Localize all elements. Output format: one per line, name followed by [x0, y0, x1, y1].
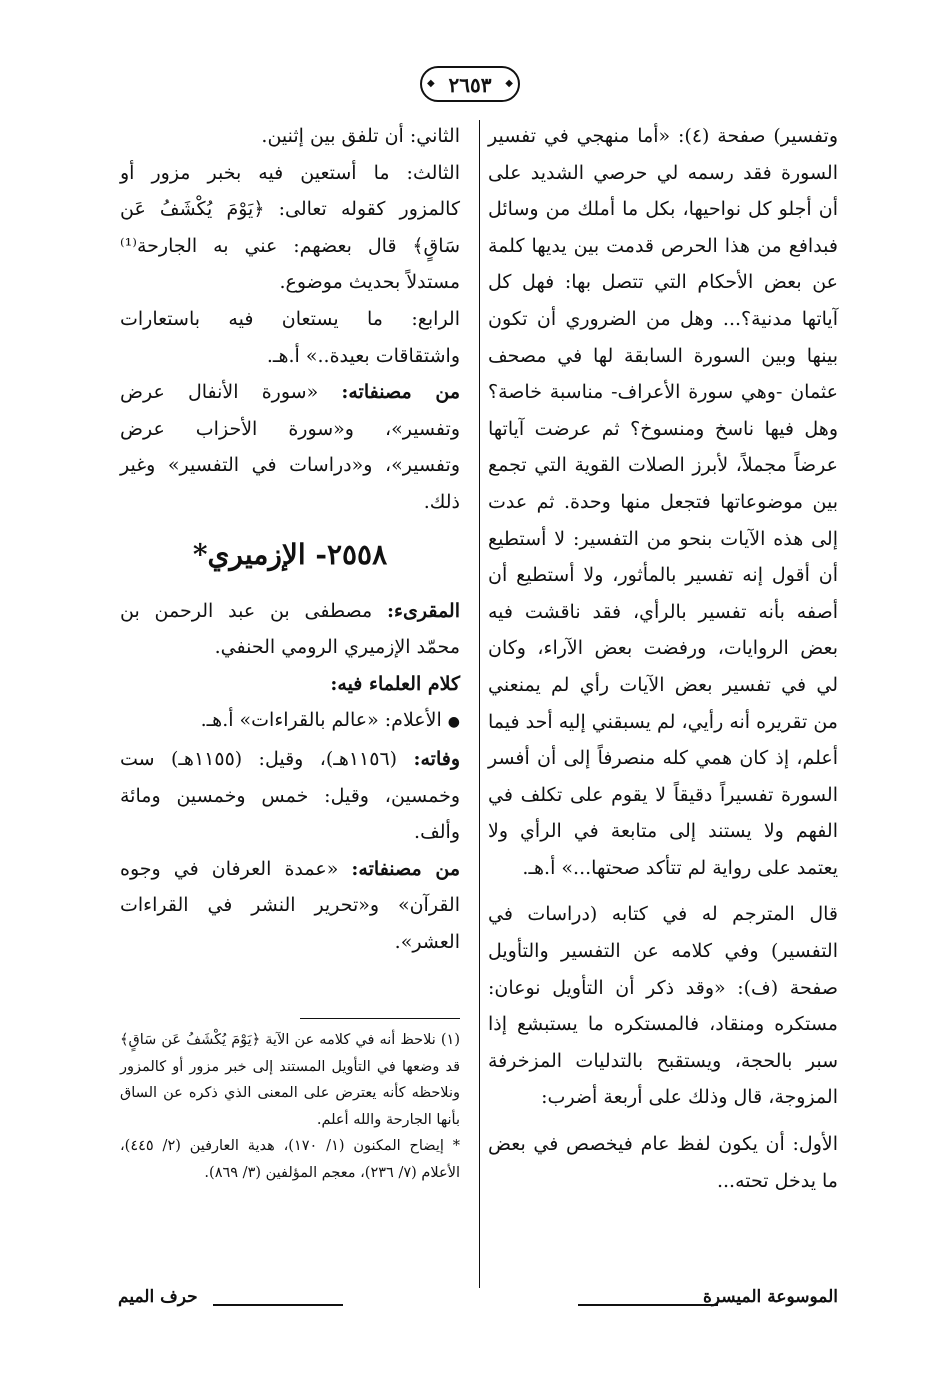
page-number: ◆ ٢٦٥٣ ◆ — [420, 66, 520, 102]
footnote-sources: * إيضاح المكنون (١/ ١٧٠)، هدية العارفين (٢/ ٤٤٥)، الأعلام (٧/ ٢٣٦)، معجم المؤلفين (٣/ ٨٦٩). — [120, 1138, 460, 1181]
reciter-text: مصطفى بن عبد الرحمن بن محمّد الإزميري الرومي الحنفي. — [120, 599, 460, 659]
column-divider — [479, 120, 480, 1288]
death-label: وفاته: — [413, 747, 460, 770]
paragraph-translator-quote: قال المترجم له في كتابه (دراسات في التفسير) وفي كلامه عن التفسير والتأويل صفحة (ف): «وقد ذكر أن التأويل نوعان: مستكره ومنقاد، فالمستكره ما يستبشع إذا سبر بالحجة، ويستقبح بالتدليات المزخرفة المزوجة، قال وذلك على أربعة أضرب: — [488, 903, 838, 1109]
page-footer — [118, 1287, 838, 1317]
footnote-rule — [300, 1018, 460, 1019]
paragraph-method: وتفسير) صفحة (٤): «أما منهجي في تفسير السورة فقد رسمه لي حرصي الشديد على أن أجلو كل نواحيها، بكل ما أملك من وسائل فبدافع من هذا الحرص قدمت بين يديها كلمة عن بعض الأحكام التي تتصل بها: فهل كل آياتها مدنية؟... وهل من الضروري أن تكون بينها وبين السورة السابقة لها في مصحف عثمان -وهي سورة الأعراف- مناسبة خاصة؟ وهل فيها ناسخ ومنسوخ؟ ثم عرضت آياتها عرضاً مجملاً، لأبرز الصلات القوية التي تجمع بين موضوعاتها فتجعل منها وحدة. ثم عدت إلى هذه الآيات بنحو من التفسير: لا أستطيع أن أقول إنه تفسير بالمأثور، ولا أستطيع أن أصفه بأنه تفسير بالرأي، فقد ناقشت فيه بعض الروايات، ورفضت بعض الآراء، وكان لي في تفسير بعض الآيات رأي لم يمنعني من تقريره أنه رأيي، لم يسبقني إليه أحد فيما أعلم، إذ كان همي كله منصرفاً إلى أن أفسر السورة تفسيراً دقيقاً لا يقوم على تكلف في الفهم ولا يستند إلى متابعة في الرأي ولا يعتمد على رواية لم تتأكد صحتها...» أ.هـ. — [488, 125, 838, 879]
scholars-heading: كلام العلماء فيه: — [330, 672, 460, 695]
paragraph-death — [120, 741, 460, 851]
works2-text: «عمدة العرفان في وجوه القرآن» و«تحرير النشر في القراءات العشر». — [120, 857, 460, 953]
entry-title: ٢٥٥٨- الإزميري* — [192, 537, 388, 571]
left-column — [120, 118, 460, 960]
footer-rule-left — [213, 1304, 343, 1306]
paragraph-alam — [120, 702, 460, 741]
right-column — [488, 118, 838, 1199]
reciter-label: المقرىء: — [387, 599, 460, 622]
footer-book-title: الموسوعة الميسرة — [702, 1287, 838, 1307]
works2-label: من مصنفاته: — [351, 857, 461, 880]
paragraph-reciter — [120, 593, 460, 666]
paragraph-works-2 — [120, 851, 460, 961]
death-text: (١١٥٦هـ)، وقيل: (١١٥٥هـ) ست وخمسين، وقيل: خمس وخمسين ومائة وألف. — [120, 747, 460, 844]
footnotes — [120, 1027, 460, 1186]
paragraph-first-type: الأول: أن يكون لفظ عام فيخصص في بعض ما يدخل تحته... — [488, 1133, 838, 1192]
footnote-1: (١) نلاحظ أنه في كلامه عن الآية ﴿يَوْمَ يُكْشَفُ عَن سَاقٍ﴾ قد وضعها في التأويل المستند إلى خبر مزور أو كالمزور ونلاحظه كأنه يعترض على المعنى الذي ذكره عن الساق بأنها الجارحة والله أعلم. — [120, 1032, 460, 1128]
paragraph-third-type: الثالث: ما أستعين فيه بخبر مزور أو كالمزور كقوله تعالى: ﴿يَوْمَ يُكْشَفُ عَن سَاقٍ﴾ قال بعضهم: عني به الجارحة⁽¹⁾ مستدلاً بحديث موضوع. — [120, 161, 460, 294]
paragraph-second-type: الثاني: أن تلفق بين إثنين. — [261, 125, 460, 147]
footer-section: حرف الميم — [118, 1287, 198, 1307]
works-text: «سورة الأنفال عرض وتفسير»، و«سورة الأحزاب عرض وتفسير»، و«دراسات في التفسير» وغير ذلك. — [120, 381, 460, 513]
works-label: من مصنفاته: — [341, 381, 461, 404]
paragraph-fourth-type: الرابع: ما يستعان فيه باستعارات واشتقاقات بعيدة..» أ.هـ. — [120, 307, 460, 367]
paragraph-works — [120, 374, 460, 520]
alam-text: الأعلام: «عالم بالقراءات» أ.هـ. — [200, 709, 448, 732]
bullet-icon: ● — [447, 714, 460, 731]
footer-rule-right — [578, 1304, 718, 1306]
